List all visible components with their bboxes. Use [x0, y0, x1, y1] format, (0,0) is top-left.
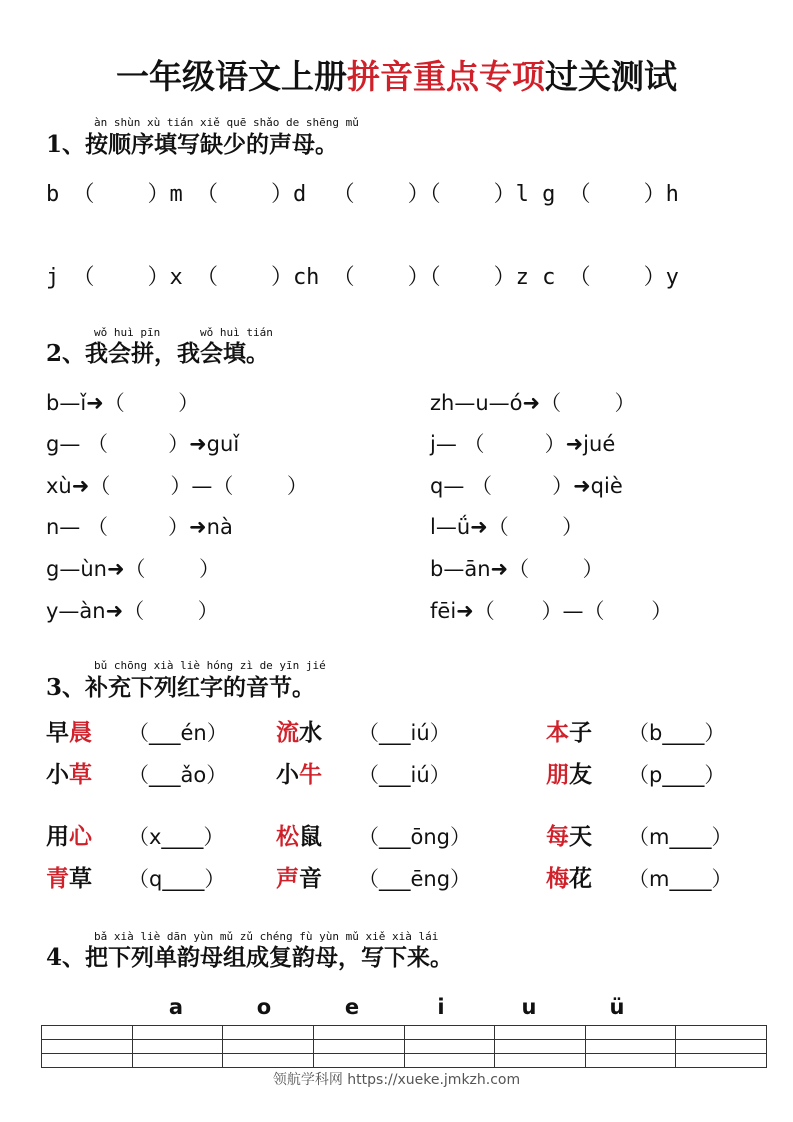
- word-char-2: 晨: [69, 719, 92, 746]
- vowel-u: u: [521, 995, 537, 1019]
- answer-grid: [41, 1025, 767, 1068]
- grid-cell[interactable]: [676, 1026, 767, 1040]
- spelling-item: b—ǐ➜（ ）: [46, 391, 200, 415]
- grid-cell[interactable]: [313, 1026, 404, 1040]
- section-4-heading: 4、把下列单韵母组成复韵母，写下来。: [46, 944, 454, 971]
- footer-watermark: 领航学科网 https://xueke.jmkzh.com: [272, 1072, 521, 1088]
- spelling-item: j— （ ）➜jué: [430, 432, 616, 456]
- syllable-blank: （___én）: [128, 721, 228, 745]
- word-char-2: 草: [69, 865, 92, 892]
- syllable-blank: （___iú）: [358, 721, 451, 745]
- section-1-heading: 1、按顺序填写缺少的声母。: [46, 131, 339, 158]
- word: [46, 760, 92, 790]
- spelling-item: y—àn➜（ ）: [46, 599, 219, 623]
- word-char-1: 本: [546, 719, 569, 746]
- word-char-2: 天: [569, 823, 592, 850]
- grid-cell[interactable]: [404, 1040, 495, 1054]
- vowel-u-umlaut: ü: [609, 995, 625, 1019]
- vowel-row: [0, 994, 793, 1020]
- syllable-blank: （q____）: [128, 867, 226, 891]
- word-char-1: 青: [46, 865, 69, 892]
- word-char-2: 牛: [299, 761, 322, 788]
- section-2-heading: 2、我会拼，我会填。: [46, 340, 270, 367]
- spelling-item: g— （ ）➜guǐ: [46, 432, 240, 456]
- grid-row: [42, 1054, 767, 1068]
- word-char-2: 音: [299, 865, 322, 892]
- grid-cell[interactable]: [404, 1054, 495, 1068]
- syllable-blank: （m____）: [628, 867, 733, 891]
- section-2-pinyin-a: wǒ huì pīn: [94, 326, 161, 339]
- word-char-1: 松: [276, 823, 299, 850]
- word-char-1: 梅: [546, 865, 569, 892]
- word: [276, 822, 322, 852]
- grid-cell[interactable]: [313, 1040, 404, 1054]
- section-1-row-1: b （ ）m （ ）d （ ）（ ）l g （ ）h: [46, 182, 679, 207]
- word-char-2: 鼠: [299, 823, 322, 850]
- word-char-1: 朋: [546, 761, 569, 788]
- word-char-2: 友: [569, 761, 592, 788]
- word-char-1: 用: [46, 823, 69, 850]
- spelling-item: g—ùn➜（ ）: [46, 557, 220, 581]
- spelling-item: zh—u—ó➜（ ）: [430, 391, 636, 415]
- grid-cell[interactable]: [223, 1040, 314, 1054]
- word: [546, 760, 592, 790]
- grid-cell[interactable]: [42, 1026, 133, 1040]
- word-char-1: 声: [276, 865, 299, 892]
- syllable-blank: （___ēng）: [358, 867, 472, 891]
- vowel-o: o: [256, 995, 272, 1019]
- grid-row: [42, 1026, 767, 1040]
- spelling-item: q— （ ）➜qiè: [430, 474, 623, 498]
- word-char-2: 草: [69, 761, 92, 788]
- spelling-item: xù➜（ ）—（ ）: [46, 474, 308, 498]
- word: [276, 718, 322, 748]
- section-1-row-2: j （ ）x （ ）ch （ ）（ ）z c （ ）y: [46, 265, 679, 290]
- grid-cell[interactable]: [495, 1054, 586, 1068]
- grid-cell[interactable]: [495, 1040, 586, 1054]
- title-part-2-highlight: 拼音重点专项: [347, 57, 545, 96]
- vowel-i: i: [437, 995, 445, 1019]
- grid-cell[interactable]: [132, 1040, 223, 1054]
- grid-cell[interactable]: [132, 1026, 223, 1040]
- section-1-pinyin: àn shùn xù tián xiě quē shǎo de shēng mǔ: [94, 116, 359, 129]
- syllable-blank: （m____）: [628, 825, 733, 849]
- syllable-blank: （b____）: [628, 721, 726, 745]
- section-3-pinyin: bǔ chōng xià liè hóng zì de yīn jié: [94, 659, 326, 672]
- spelling-item: fēi➜（ ）—（ ）: [430, 599, 673, 623]
- word-char-1: 早: [46, 719, 69, 746]
- grid-cell[interactable]: [223, 1026, 314, 1040]
- word-char-1: 小: [46, 761, 69, 788]
- title-part-3: 过关测试: [545, 57, 677, 96]
- word: [46, 864, 92, 894]
- word-char-1: 每: [546, 823, 569, 850]
- grid-row: [42, 1040, 767, 1054]
- syllable-blank: （p____）: [628, 763, 726, 787]
- syllable-blank: （___iú）: [358, 763, 451, 787]
- grid-cell[interactable]: [676, 1054, 767, 1068]
- word: [276, 864, 322, 894]
- page-title: [0, 52, 793, 102]
- word: [546, 864, 592, 894]
- spelling-item: n— （ ）➜nà: [46, 515, 233, 539]
- grid-cell[interactable]: [585, 1054, 676, 1068]
- word-char-2: 水: [299, 719, 322, 746]
- section-3-heading: 3、补充下列红字的音节。: [46, 674, 316, 701]
- word: [46, 822, 92, 852]
- syllable-blank: （___ǎo）: [128, 763, 228, 787]
- grid-cell[interactable]: [42, 1040, 133, 1054]
- grid-cell[interactable]: [132, 1054, 223, 1068]
- grid-cell[interactable]: [495, 1026, 586, 1040]
- word: [46, 718, 92, 748]
- word-char-2: 子: [569, 719, 592, 746]
- word: [546, 718, 592, 748]
- word: [276, 760, 322, 790]
- grid-cell[interactable]: [676, 1040, 767, 1054]
- section-2-pinyin-b: wǒ huì tián: [200, 326, 273, 339]
- spelling-item: b—ān➜（ ）: [430, 557, 604, 581]
- grid-cell[interactable]: [404, 1026, 495, 1040]
- vowel-e: e: [344, 995, 360, 1019]
- word-char-1: 小: [276, 761, 299, 788]
- syllable-blank: （___ōng）: [358, 825, 471, 849]
- word-char-1: 流: [276, 719, 299, 746]
- vowel-a: a: [168, 995, 184, 1019]
- title-part-1: 一年级语文上册: [116, 57, 347, 96]
- spelling-item: l—ǘ➜（ ）: [430, 515, 584, 539]
- word-char-2: 心: [69, 823, 92, 850]
- section-4-pinyin: bǎ xià liè dān yùn mǔ zǔ chéng fù yùn mǔ xiě xià lái: [94, 930, 439, 943]
- grid-cell[interactable]: [585, 1040, 676, 1054]
- word: [546, 822, 592, 852]
- grid-cell[interactable]: [585, 1026, 676, 1040]
- grid-cell[interactable]: [223, 1054, 314, 1068]
- grid-cell[interactable]: [42, 1054, 133, 1068]
- word-char-2: 花: [569, 865, 592, 892]
- syllable-blank: （x____）: [128, 825, 225, 849]
- grid-cell[interactable]: [313, 1054, 404, 1068]
